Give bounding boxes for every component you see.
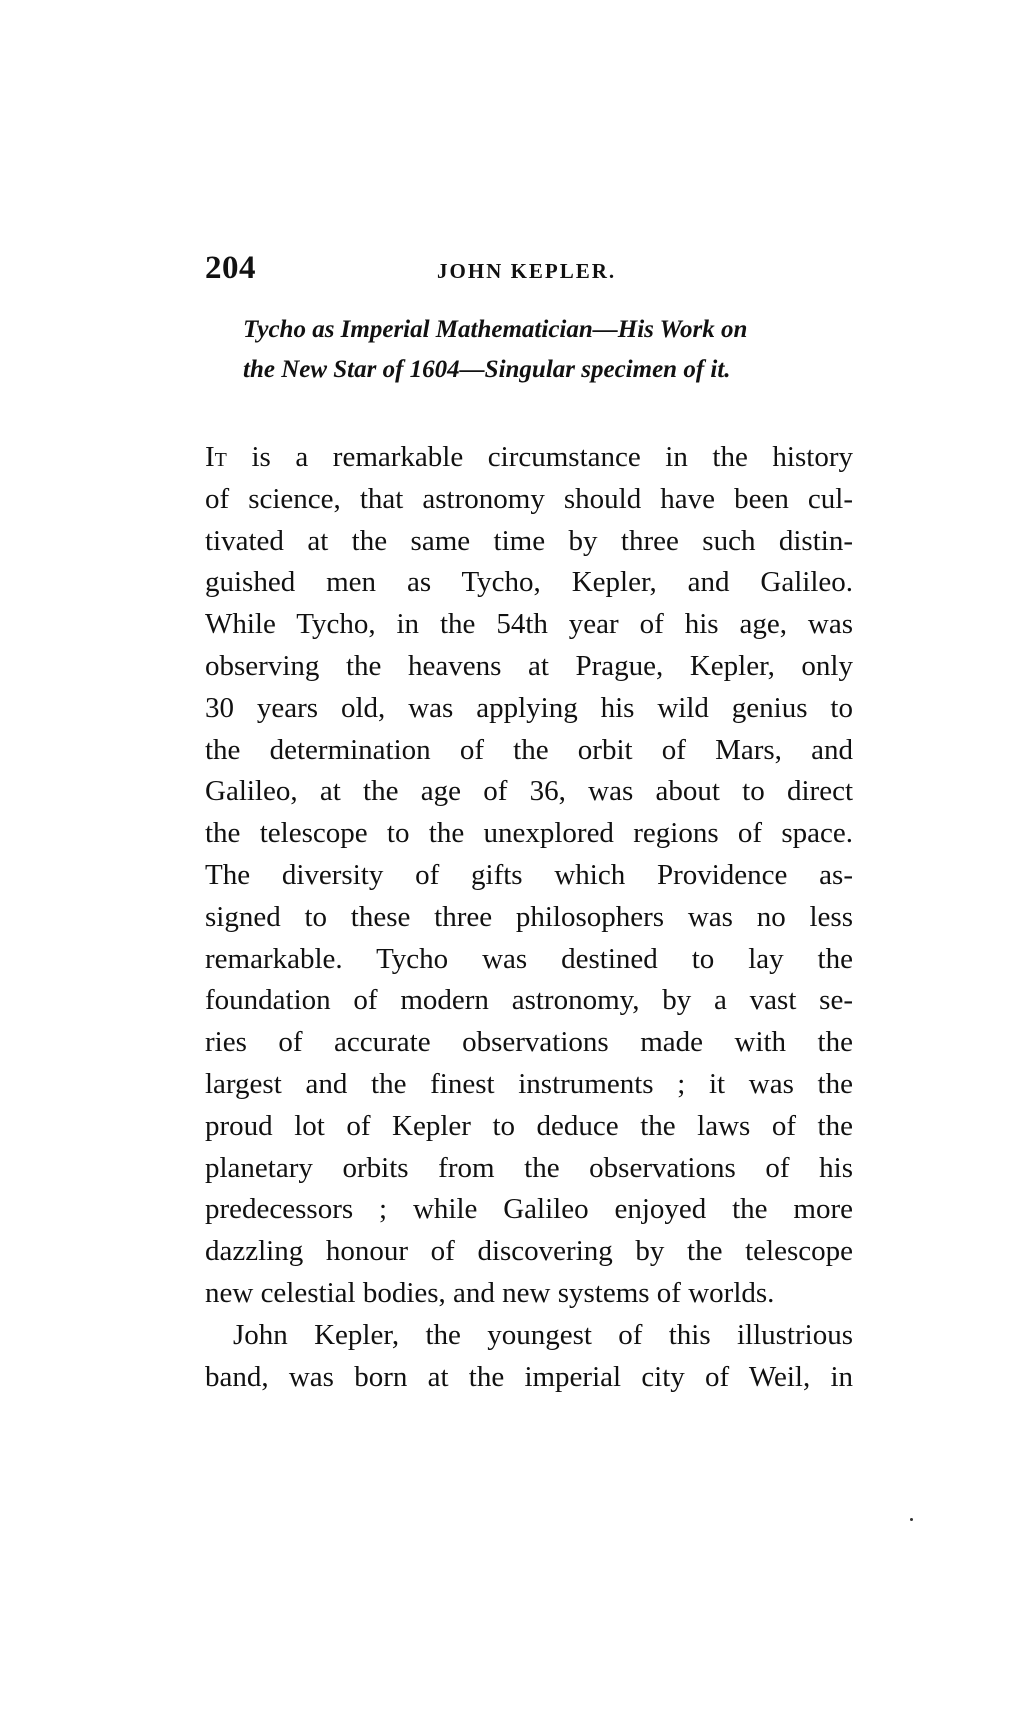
- body-line: largest and the finest instruments ; it was the: [205, 1067, 853, 1100]
- body-line: While Tycho, in the 54th year of his age, was: [205, 608, 853, 641]
- body-line: dazzling honour of discovering by the telescope: [205, 1235, 853, 1268]
- body-line: signed to these three philosophers was no less: [205, 900, 853, 933]
- body-line: planetary orbits from the observations of his: [205, 1151, 853, 1184]
- body-line: John Kepler, the youngest of this illustrious: [233, 1318, 853, 1351]
- body-line: band, was born at the imperial city of Weil, in: [205, 1360, 853, 1393]
- paper-speck: [910, 1518, 913, 1521]
- chapter-summary: [243, 310, 853, 390]
- page-number: 204: [205, 250, 256, 286]
- first-line-rest: is a remarkable circumstance in the history: [226, 441, 853, 473]
- body-line: remarkable. Tycho was destined to lay the: [205, 942, 853, 975]
- body-line: observing the heavens at Prague, Kepler, only: [205, 649, 853, 682]
- body-line: foundation of modern astronomy, by a vast se-: [205, 984, 853, 1017]
- body-line: guished men as Tycho, Kepler, and Galileo.: [205, 566, 853, 599]
- body-line: The diversity of gifts which Providence as-: [205, 858, 853, 891]
- summary-line: Tycho as Imperial Mathematician—His Work on: [243, 316, 748, 343]
- body-text: [205, 437, 853, 1398]
- summary-line: the New Star of 1604—Singular specimen of it.: [243, 356, 731, 383]
- body-line: tivated at the same time by three such distin-: [205, 524, 853, 557]
- body-line: Galileo, at the age of 36, was about to direct: [205, 775, 853, 808]
- body-line: 30 years old, was applying his wild genius to: [205, 691, 853, 724]
- body-line: proud lot of Kepler to deduce the laws of the: [205, 1109, 853, 1142]
- body-line: the telescope to the unexplored regions of space.: [205, 817, 853, 850]
- body-line-first: [205, 437, 853, 479]
- body-line: new celestial bodies, and new systems of worlds.: [205, 1276, 775, 1309]
- running-head: [205, 250, 845, 290]
- body-line: predecessors ; while Galileo enjoyed the more: [205, 1193, 853, 1226]
- body-line: the determination of the orbit of Mars, and: [205, 733, 853, 766]
- running-title: JOHN KEPLER.: [437, 259, 617, 283]
- body-line: of science, that astronomy should have been cul-: [205, 482, 853, 515]
- body-line: ries of accurate observations made with the: [205, 1026, 853, 1059]
- lead-word: It: [205, 441, 227, 473]
